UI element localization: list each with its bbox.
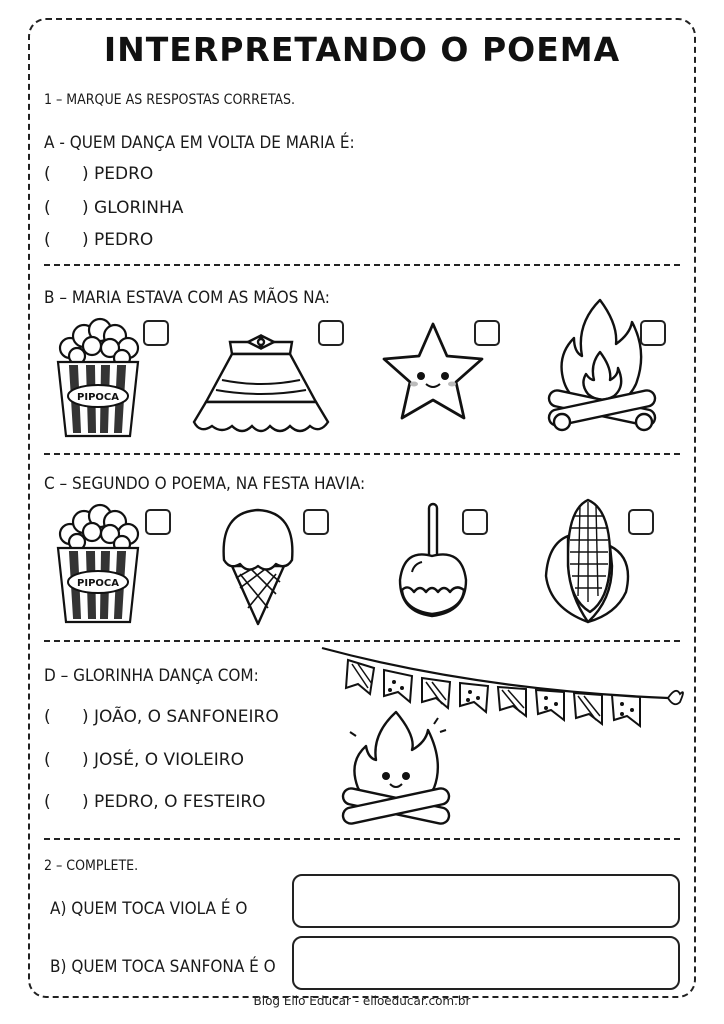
checkbox-b-4[interactable] xyxy=(640,320,666,346)
option-label: ) JOÃO, O SANFONEIRO xyxy=(82,707,279,727)
answer-box-a[interactable] xyxy=(292,874,680,928)
section-divider xyxy=(44,264,680,266)
corn-icon xyxy=(542,496,634,626)
option-a-3[interactable] xyxy=(44,230,153,250)
cute-bonfire-icon xyxy=(334,706,458,834)
option-a-2[interactable] xyxy=(44,198,183,218)
ice-cream-icon xyxy=(218,504,298,628)
option-paren: ( xyxy=(44,707,51,727)
option-paren: ( xyxy=(44,164,51,184)
question-2-heading: 2 – COMPLETE. xyxy=(44,858,139,874)
checkbox-b-1[interactable] xyxy=(143,320,169,346)
option-label: ) GLORINHA xyxy=(82,198,184,218)
star-icon xyxy=(376,318,490,430)
bonfire-icon xyxy=(540,294,664,442)
checkbox-c-3[interactable] xyxy=(462,509,488,535)
option-paren: ( xyxy=(44,198,51,218)
question-b-text: B – MARIA ESTAVA COM AS MÃOS NA: xyxy=(44,288,330,308)
question-d-text: D – GLORINHA DANÇA COM: xyxy=(44,666,259,686)
footer-credit: Blog Ello Educar - elloeducar.com.br xyxy=(253,994,471,1008)
option-paren: ( xyxy=(44,792,51,812)
popcorn-label: PIPOCA xyxy=(77,578,119,589)
answer-box-b[interactable] xyxy=(292,936,680,990)
checkbox-b-3[interactable] xyxy=(474,320,500,346)
option-d-2[interactable] xyxy=(44,750,244,770)
option-d-1[interactable] xyxy=(44,707,279,727)
section-divider xyxy=(44,838,680,840)
option-label: ) PEDRO xyxy=(82,230,154,250)
complete-line-b: B) QUEM TOCA SANFONA É O xyxy=(50,957,276,977)
option-label: ) PEDRO, O FESTEIRO xyxy=(82,792,266,812)
option-d-3[interactable] xyxy=(44,792,266,812)
option-paren: ( xyxy=(44,750,51,770)
checkbox-b-2[interactable] xyxy=(318,320,344,346)
complete-line-a: A) QUEM TOCA VIOLA É O xyxy=(50,899,248,919)
section-divider xyxy=(44,453,680,455)
page-title: INTERPRETANDO O POEMA xyxy=(103,30,621,69)
question-1-heading: 1 – MARQUE AS RESPOSTAS CORRETAS. xyxy=(44,92,296,108)
popcorn-icon xyxy=(52,316,144,440)
option-a-1[interactable] xyxy=(44,164,153,184)
checkbox-c-1[interactable] xyxy=(145,509,171,535)
skirt-icon xyxy=(186,330,336,440)
option-label: ) PEDRO xyxy=(82,164,154,184)
option-paren: ( xyxy=(44,230,51,250)
question-c-text: C – SEGUNDO O POEMA, NA FESTA HAVIA: xyxy=(44,474,366,494)
popcorn-icon xyxy=(52,502,144,626)
popcorn-label: PIPOCA xyxy=(77,392,119,403)
question-a-text: A - QUEM DANÇA EM VOLTA DE MARIA É: xyxy=(44,133,355,153)
option-label: ) JOSÉ, O VIOLEIRO xyxy=(82,750,244,770)
checkbox-c-2[interactable] xyxy=(303,509,329,535)
checkbox-c-4[interactable] xyxy=(628,509,654,535)
